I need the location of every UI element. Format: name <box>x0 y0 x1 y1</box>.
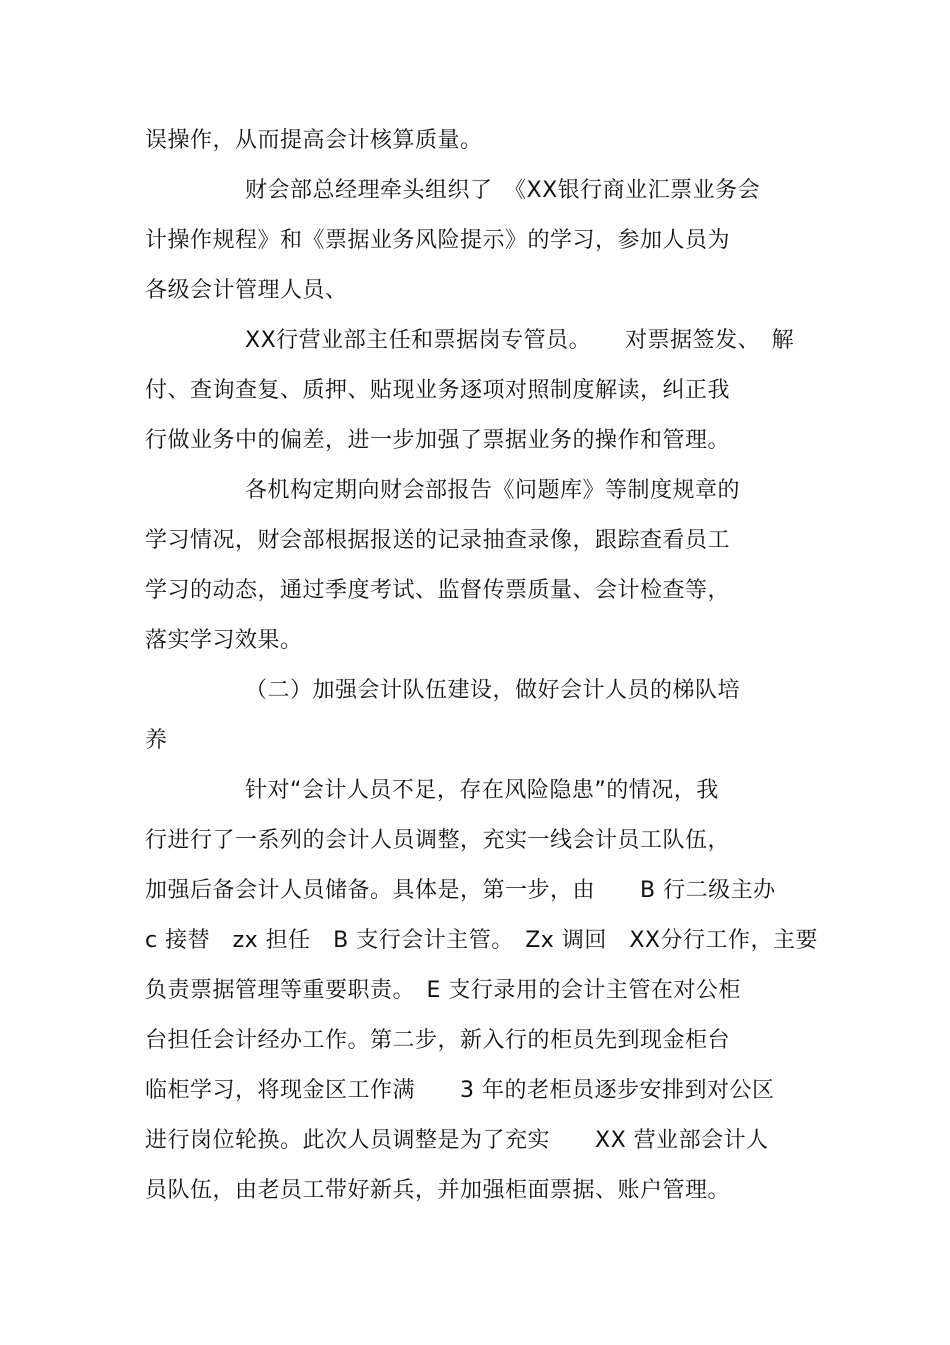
text-line: 各机构定期向财会部报告《问题库》等制度规章的 <box>245 478 741 503</box>
text-line: 学习情况，财会部根据报送的记录抽查录像，跟踪查看员工 <box>145 528 731 553</box>
text-line: 加强后备会计人员储备。具体是，第一步，由 B 行二级主办 <box>145 878 776 903</box>
text-line: 临柜学习，将现金区工作满 3 年的老柜员逐步安排到对公区 <box>145 1078 775 1103</box>
text-line: 台担任会计经办工作。第二步，新入行的柜员先到现金柜台 <box>145 1028 731 1053</box>
text-line: 针对“会计人员不足，存在风险隐患”的情况，我 <box>245 778 719 803</box>
text-line: 落实学习效果。 <box>145 628 303 653</box>
section-heading: 养 <box>145 728 168 753</box>
text-line: 负责票据管理等重要职责。 E 支行录用的会计主管在对公柜 <box>145 978 741 1003</box>
text-line: 误操作，从而提高会计核算质量。 <box>145 128 483 153</box>
text-line: 各级会计管理人员、 <box>145 278 348 303</box>
text-line: 学习的动态，通过季度考试、监督传票质量、会计检查等， <box>145 578 731 603</box>
section-heading: （二）加强会计队伍建设，做好会计人员的梯队培 <box>245 678 741 703</box>
text-line: 行进行了一系列的会计人员调整，充实一线会计员工队伍， <box>145 828 731 853</box>
text-line: c 接替 zx 担任 B 支行会计主管。 Zx 调回 XX分行工作，主要 <box>145 928 818 953</box>
text-line: 付、查询查复、质押、贴现业务逐项对照制度解读，纠正我 <box>145 378 731 403</box>
text-line: XX行营业部主任和票据岗专管员。 对票据签发、 解 <box>245 328 795 353</box>
text-line: 进行岗位轮换。此次人员调整是为了充实 XX 营业部会计人 <box>145 1128 769 1153</box>
text-line: 员队伍，由老员工带好新兵，并加强柜面票据、账户管理。 <box>145 1178 731 1203</box>
text-line: 计操作规程》和《票据业务风险提示》的学习，参加人员为 <box>145 228 731 253</box>
text-line: 行做业务中的偏差，进一步加强了票据业务的操作和管理。 <box>145 428 731 453</box>
text-line: 财会部总经理牵头组织了 《XX银行商业汇票业务会 <box>245 178 761 203</box>
